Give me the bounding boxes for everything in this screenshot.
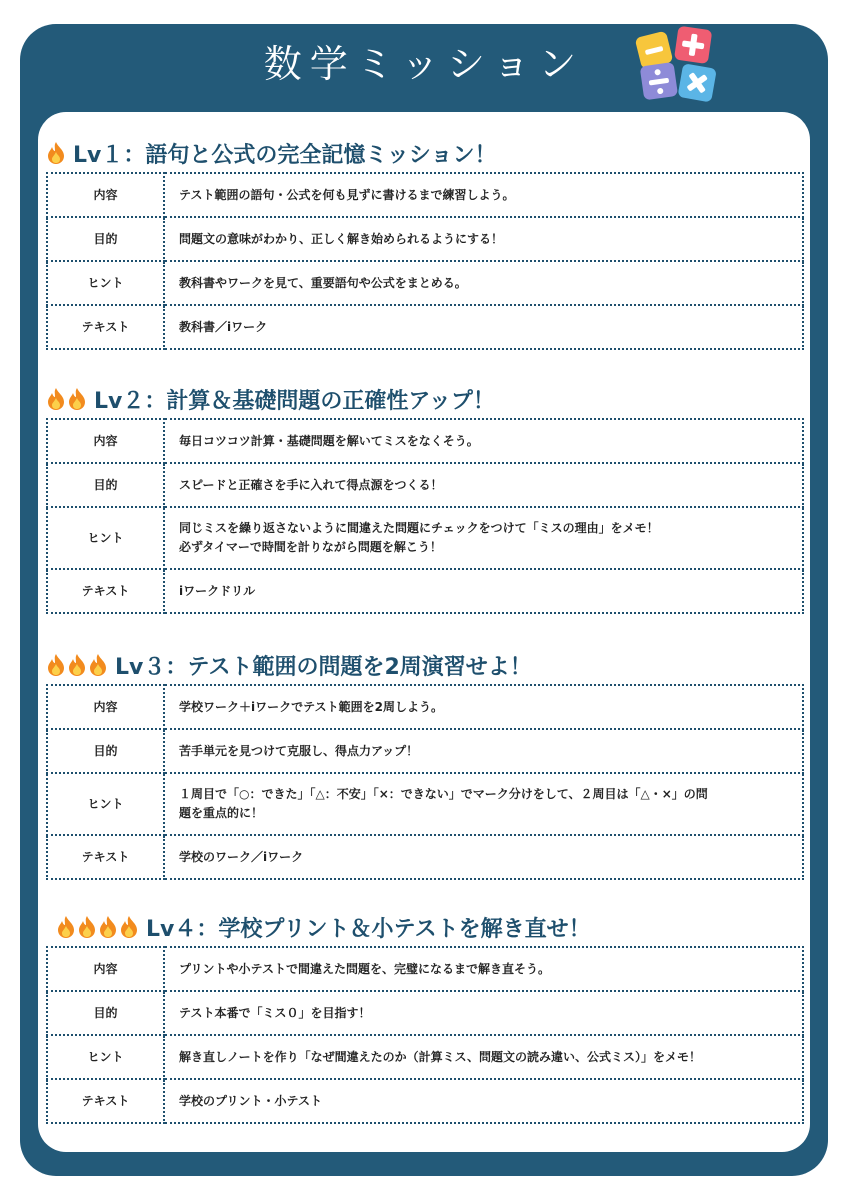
math-operators-icon — [632, 24, 728, 104]
row-label: 内容 — [47, 685, 164, 729]
row-label: 内容 — [47, 173, 164, 217]
row-value: 解き直しノートを作り「なぜ間違えたのか（計算ミス、問題文の読み違い、公式ミス）」をメモ！ — [164, 1035, 803, 1079]
flame-icon — [56, 915, 76, 939]
flame-icon — [46, 653, 66, 677]
level-1-flames — [46, 141, 67, 165]
row-value: 教科書やワークを見て、重要語句や公式をまとめる。 — [164, 261, 803, 305]
row-value: テスト範囲の語句・公式を何も見ずに書けるまで練習しよう。 — [164, 173, 803, 217]
row-label: 目的 — [47, 729, 164, 773]
row-label: 目的 — [47, 991, 164, 1035]
level-4-title: Lv４：学校プリント＆小テストを解き直せ！ — [146, 916, 591, 942]
row-label: 目的 — [47, 217, 164, 261]
level-1-heading — [46, 136, 804, 170]
table-row — [47, 1079, 803, 1123]
row-value: プリントや小テストで間違えた問題を、完璧になるまで解き直そう。 — [164, 947, 803, 991]
level-4-section — [46, 910, 804, 1124]
row-value — [164, 507, 803, 569]
row-value-line-1: 同じミスを繰り返さないように間違えた問題にチェックをつけて「ミスの理由」をメモ！ — [179, 521, 659, 535]
table-row — [47, 1035, 803, 1079]
row-label: テキスト — [47, 835, 164, 879]
row-value: 学校のプリント・小テスト — [164, 1079, 803, 1123]
level-3-flames — [46, 653, 109, 677]
level-1-title: Lv１：語句と公式の完全記憶ミッション！ — [73, 142, 497, 168]
row-label: テキスト — [47, 305, 164, 349]
table-row — [47, 463, 803, 507]
flame-icon — [46, 141, 66, 165]
row-label: 内容 — [47, 419, 164, 463]
table-row — [47, 569, 803, 613]
row-label: ヒント — [47, 1035, 164, 1079]
row-value: 学校のワーク／iワーク — [164, 835, 803, 879]
row-value: 苦手単元を見つけて克服し、得点力アップ！ — [164, 729, 803, 773]
level-3-section — [46, 648, 804, 880]
level-4-table — [46, 946, 804, 1124]
row-value: 学校ワーク＋iワークでテスト範囲を2周しよう。 — [164, 685, 803, 729]
flame-icon — [119, 915, 139, 939]
flame-icon — [67, 653, 87, 677]
table-row — [47, 729, 803, 773]
level-1-table — [46, 172, 804, 350]
row-label: ヒント — [47, 261, 164, 305]
row-label: 目的 — [47, 463, 164, 507]
flame-icon — [67, 387, 87, 411]
level-2-title: Lv２：計算＆基礎問題の正確性アップ！ — [94, 388, 495, 414]
table-row — [47, 991, 803, 1035]
table-row — [47, 773, 803, 835]
level-4-heading — [46, 910, 804, 944]
row-value: 問題文の意味がわかり、正しく解き始められるようにする！ — [164, 217, 803, 261]
level-3-table — [46, 684, 804, 880]
level-1-section — [46, 136, 804, 350]
row-value — [164, 773, 803, 835]
row-value: 毎日コツコツ計算・基礎問題を解いてミスをなくそう。 — [164, 419, 803, 463]
row-label: テキスト — [47, 569, 164, 613]
table-row — [47, 217, 803, 261]
row-value: 教科書／iワーク — [164, 305, 803, 349]
row-value: テスト本番で「ミス０」を目指す！ — [164, 991, 803, 1035]
flame-icon — [46, 387, 66, 411]
level-2-flames — [46, 387, 88, 411]
table-row — [47, 835, 803, 879]
row-label: 内容 — [47, 947, 164, 991]
flame-icon — [88, 653, 108, 677]
row-value-line-2: 必ずタイマーで時間を計りながら問題を解こう！ — [179, 540, 442, 554]
level-4-flames — [56, 915, 140, 939]
row-label: ヒント — [47, 773, 164, 835]
row-value-line-2: 題を重点的に！ — [179, 806, 264, 820]
level-3-heading — [46, 648, 804, 682]
table-row — [47, 947, 803, 991]
table-row — [47, 305, 803, 349]
table-row — [47, 685, 803, 729]
row-value: スピードと正確さを手に入れて得点源をつくる！ — [164, 463, 803, 507]
flame-icon — [98, 915, 118, 939]
row-label: ヒント — [47, 507, 164, 569]
level-2-section — [46, 382, 804, 614]
table-row — [47, 261, 803, 305]
table-row — [47, 173, 803, 217]
row-value-line-1: １周目で「○：できた」「△：不安」「×：できない」でマーク分けをして、２周目は「△・×」の問 — [179, 787, 708, 801]
page-title: 数学ミッション — [263, 42, 585, 86]
row-label: テキスト — [47, 1079, 164, 1123]
table-row — [47, 419, 803, 463]
row-value: iワークドリル — [164, 569, 803, 613]
table-row — [47, 507, 803, 569]
level-2-table — [46, 418, 804, 614]
flame-icon — [77, 915, 97, 939]
level-2-heading — [46, 382, 804, 416]
level-3-title: Lv３：テスト範囲の問題を2周演習せよ！ — [115, 654, 532, 680]
